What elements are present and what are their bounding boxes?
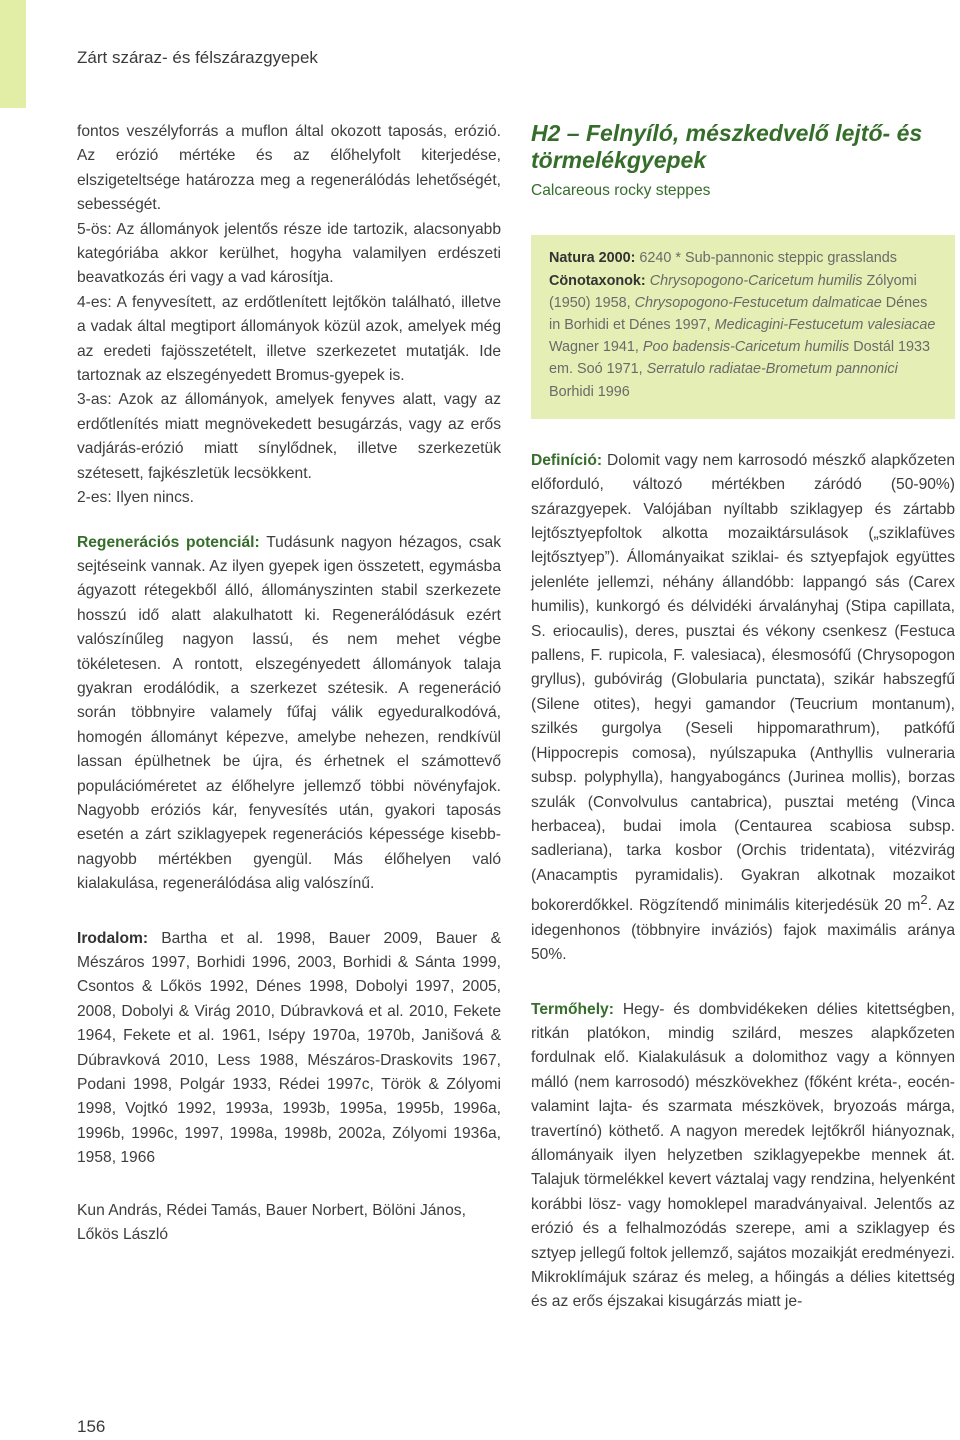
- paragraph-rating-2: 2-es: Ilyen nincs.: [77, 489, 195, 507]
- taxon-name: Chrysopogono-Caricetum humilis: [649, 272, 863, 289]
- paragraph-threats: fontos veszélyforrás a muflon által okozott taposás, erózió. Az erózió mértéke és az élőhelyfolt kiterjedése, elszigeteltsége határozza meg a regenerálódás lehetőségét, sebességét.: [77, 123, 501, 214]
- right-column: [531, 120, 955, 1315]
- taxon-name: Chrysopogono-Festucetum dalmaticae: [634, 294, 882, 311]
- paragraph-rating-3: 3-as: Azok az állományok, amelyek fenyves alatt, vagy az erdőtlenítés miatt megnövekedett besugárzás, vagy az erős vadjárás-erózió miatt sínylődnek, illetve szerkezetük szétesett, fajkészletük lecsökkent.: [77, 391, 501, 482]
- literature-heading: Irodalom:: [77, 929, 149, 947]
- natura-text: 6240 * Sub-pannonic steppic grasslands: [639, 250, 897, 267]
- coenotaxa-label: Cönotaxonok:: [549, 272, 646, 289]
- definition-superscript: 2: [920, 892, 928, 908]
- literature-text: Bartha et al. 1998, Bauer 2009, Bauer & Mészáros 1997, Borhidi 1996, 2003, Borhidi & Sánta 1999, Csontos & Lőkös 1992, Dénes 1998, Dobolyi 1997, 2005, 2008, Dobolyi & Virág 2010, Dúbravková et al. 2010, Fekete 1964, Fekete et al. 1961, Isépy 1970a, 1970b, Janišová & Dúbravková 2010, Less 1988, Mészáros-Draskovits 1967, Podani 1998, Polgár 1933, Rédei 1997c, Török & Zólyomi 1998, Vojtkó 1992, 1993a, 1993b, 1995a, 1995b, 1996a, 1996b, 1996c, 1997, 1998a, 1998b, 2002a, Zólyomi 1936a, 1958, 1966: [77, 929, 501, 1167]
- habitat-site-heading: Termőhely:: [531, 1000, 614, 1018]
- definition-text-tail: . Az idegenhonos (többnyire inváziós) fajok maximális aránya 50%.: [531, 897, 955, 964]
- left-column: [77, 120, 501, 1247]
- taxon-author: Borhidi 1996: [549, 383, 630, 400]
- definition-heading: Definíció:: [531, 451, 603, 469]
- taxon-name: Serratulo radiatae-Brometum pannonici: [646, 361, 898, 378]
- taxon-name: Medicagini-Festucetum valesiacae: [714, 317, 936, 334]
- regeneration-heading: Regenerációs potenciál:: [77, 533, 260, 551]
- classification-box: [531, 235, 955, 418]
- taxon-author: Dénes in Borhidi et Dénes 1997,: [549, 294, 928, 334]
- running-header-title: Zárt száraz- és félszárazgyepek: [77, 48, 318, 67]
- natura-label: Natura 2000:: [549, 250, 636, 267]
- taxon-author: Dostál 1933 em. Soó 1971,: [549, 339, 931, 378]
- natura-line: [549, 247, 937, 269]
- page-number: 156: [77, 1417, 106, 1436]
- authors-line: Kun András, Rédei Tamás, Bauer Norbert, Bölöni János, Lőkös László: [77, 1201, 466, 1244]
- paragraph-rating-5: 5-ös: Az állományok jelentős része ide tartozik, alacsonyabb kategóriába akkor kerülhet, hogyha valamilyen erdészeti beavatkozás éri vagy a vad károsítja.: [77, 220, 501, 287]
- taxon-name: Poo badensis-Caricetum humilis: [642, 339, 850, 356]
- taxon-author: Wagner 1941,: [549, 339, 639, 356]
- regeneration-text: Tudásunk nagyon hézagos, csak sejtéseink vannak. Az ilyen gyepek igen összetett, egymásba ágyazott rétegekből álló, állományszinten stabil szerkezete hosszú idő alatt alakulhatott ki. Regenerálódásuk ezért valószínűleg nagyon lassú, és nem mehet végbe tökéletesen. A rontott, elszegényedett állományok talaja gyakran erodálódik, a szerkezet szétesik. A regeneráció során többnyire valamely fűfaj válik egyeduralkodóvá, homogén állományt képezve, amelybe nehezen, rendkívül lassan épülhetnek be újra, és érhetnek el számottevő populációméretet az élőhelyre jellemző többi növényfajok. Nagyobb eróziós kár, fenyvesítés után, gyakori taposás esetén a zárt sziklagyepek regenerációs képessége kisebb-nagyobb mértékben gyengül. Más élőhelyen való kialakulása, regenerálódása alig valószínű.: [77, 533, 501, 893]
- page-header: [0, 0, 960, 100]
- habitat-title: H2 – Felnyíló, mészkedvelő lejtő- és törmelékgyepek: [531, 120, 923, 173]
- habitat-site-text: Hegy- és dombvidékeken délies kitettségben, ritkán platókon, mindig szilárd, meszes alapkőzeten fordulnak elő. Kialakulásuk a dolomithoz vagy a könnyen málló (nem karrosodó) mészkövekhez (főként kréta-, eocén- valamint lajta- és szarmata mészkövek, bryozoás márga, travertínó) köthető. A nagyon meredek lejtőkről hiányoznak, állományaik ilyen helyzetben sziklagyepekbe mennek át. Talajuk törmelékkel kevert váztalaj vagy rendzina, helyenként korábbi lösz- vagy homoklepel maradványaival. Jelentős az erózió és a felhalmozódás szerepe, ami a sziklagyep és sztyep jellegű foltok jellemző, sajátos mozaikját eredményezi. Mikroklímájuk száraz és meleg, a hőingás a délies kitettség és az erős éjszakai kisugárzás miatt je-: [531, 1000, 955, 1311]
- habitat-site-paragraph: [531, 998, 955, 1315]
- taxon-author: Zólyomi (1950) 1958,: [549, 272, 917, 311]
- habitat-subtitle: Calcareous rocky steppes: [531, 182, 711, 199]
- literature-paragraph: [77, 927, 501, 1171]
- regeneration-paragraph: [77, 531, 501, 897]
- paragraph-rating-4: 4-es: A fenyvesített, az erdőtlenített lejtőkön található, illetve a vadak által megtiport állományok közül azok, amelyek még az eredeti fajösszetételt, illetve szerkezetet mutatják. Ide tartoznak az elszegényedett Bromus-gyepek is.: [77, 293, 501, 385]
- definition-paragraph: [531, 449, 955, 968]
- coenotaxa-line: [549, 270, 937, 403]
- definition-text: Dolomit vagy nem karrosodó mészkő alapkőzeten előforduló, változó mértékben záródó (50-90%) szárazgyepek. Valójában nyíltabb sziklagyep és zártabb lejtősztyepfoltok alkotta mozaiktársulások („sziklafüves lejtősztyep”). Állományaikat sziklai- és sztyepfajok együttes jelenléte jellemzi, néhány állandóbb: lappangó sás (Carex humilis), kunkorgó és délvidéki árvalányhaj (Stipa capillata, S. eriocaulis), deres, pusztai és vékony csenkesz (Festuca pallens, F. rupicola, F. valesiaca), élesmosófű (Chrysopogon gryllus), gubóvirág (Globularia punctata), szikár habszegfű (Silene otites), hegyi gamandor (Teucrium montanum), szilkés gurgolya (Seseli hippomarathrum), patkófű (Hippocrepis comosa), nyúlszapuka (Anthyllis vulneraria subsp. polyphylla), hangyabogáncs (Jurinea mollis), borzas szulák (Convolvulus cantabrica), pusztai meténg (Vinca herbacea), budai imola (Centaurea scabiosa subsp. sadleriana), tarka kosbor (Orchis tridentata), vitézvirág (Anacamptis pyramidalis). Gyakran alkotnak mozaikot bokorerdőkkel. Rögzítendő minimális kiterjedésük 20 m: [531, 451, 955, 915]
